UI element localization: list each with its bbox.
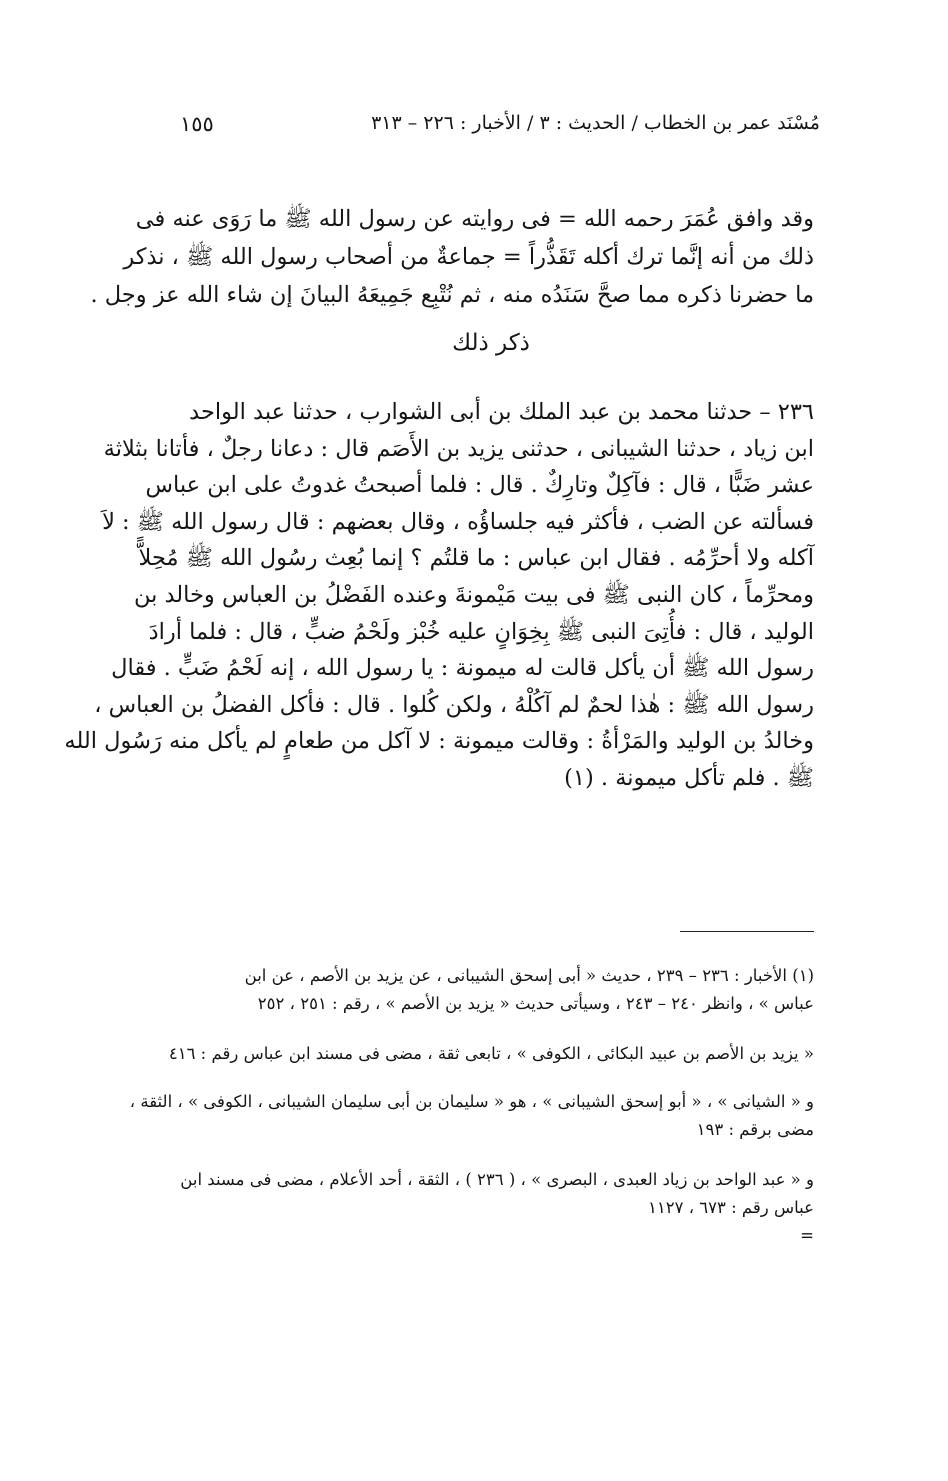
hadith-line: وخالدُ بن الوليد والمَرْأةُ : وقالت ميمونة : لا آكل من طعامٍ لم يأكل منه رَسُول الله — [64, 728, 814, 755]
hadith-line: عشر ضَبًّا ، قال : فآكِلٌ وتارِكٌ . قال : فلما أصبحتُ غدوتُ على ابن عباس — [145, 472, 814, 499]
footnote — [168, 1166, 814, 1250]
intro-line: وقد وافق عُمَرَ رحمه الله = فى روايته عن رسول الله ﷺ ما رَوَى عنه فى — [135, 206, 814, 232]
hadith-line: الوليد ، قال : فأُتِىَ النبى ﷺ بِخِوَانٍ عليه خُبْز ولَحْمُ ضبٍّ ، قال : فلما أرادَ — [148, 618, 814, 645]
footnote-line: و « الشيانى » ، « أبو إسحق الشيبانى » ، هو « سليمان بن أبى سليمان الشيبانى ، الكوفى » ، الثقة ، — [129, 1092, 814, 1111]
running-header — [180, 112, 820, 146]
hadith-line: رسول الله ﷺ أن يأكل قالت له ميمونة : يا رسول الله ، إنه لَحْمُ ضَبٍّ . فقال — [111, 655, 814, 682]
continuation-mark: = — [800, 1226, 814, 1245]
hadith-line: رسول الله ﷺ : هٰذا لحمٌ لم آكُلْهُ ، ولكن كُلوا . قال : فأكل الفضلُ بن العباس ، — [94, 691, 814, 718]
footnote-line: عباس » ، وانظر ٢٤٠ – ٢٤٣ ، وسيأتى حديث « يزيد بن الأصم » ، رقم : ٢٥١ ، ٢٥٢ — [257, 994, 814, 1013]
running-title: مُسْنَد عمر بن الخطاب / الحديث : ٣ / الأخبار : ٢٢٦ – ٣١٣ — [371, 112, 820, 134]
footnote-separator — [680, 931, 814, 932]
footnote-line: « يزيد بن الأصم بن عبيد البكائى ، الكوفى » ، تابعى ثقة ، مضى فى مسند ابن عباس رقم : ٤١٦ — [168, 1044, 814, 1063]
footnote — [168, 1040, 814, 1068]
hadith-paragraph — [64, 394, 814, 797]
footnote-line: و « عبد الواحد بن زياد العبدى ، البصرى » ، ( ٢٣٦ ) ، الثقة ، أحد الأعلام ، مضى فى مسند ابن — [180, 1170, 814, 1189]
intro-paragraph — [90, 200, 814, 314]
hadith-line: آكله ولا أحرِّمُه . فقال ابن عباس : ما قلتُم ؟ إنما بُعِث رسُول الله ﷺ مُحِلاًّ — [138, 545, 814, 572]
page-number: ١٥٥ — [180, 112, 214, 136]
section-title: ذكر ذلك — [452, 330, 530, 356]
intro-line: ما حضرنا ذكره مما صحَّ سَنَدُه منه ، ثم نُتْبِع جَمِيعَهُ البيانَ إن شاء الله عز وجل . — [90, 282, 814, 308]
hadith-line: ٢٣٦ – حدثنا محمد بن عبد الملك بن أبى الشوارب ، حدثنا عبد الواحد — [189, 399, 814, 425]
footnote — [168, 962, 814, 1018]
footnote-line: (١) الأخبار : ٢٣٦ – ٢٣٩ ، حديث « أبى إسحق الشيبانى ، عن يزيد بن الأصم ، عن ابن — [244, 966, 814, 985]
footnote — [129, 1088, 814, 1144]
hadith-line: ابن زياد ، حدثنا الشيبانى ، حدثنى يزيد بن الأَصَم قال : دعانا رجلٌ ، فأتانا بثلاثة — [103, 435, 814, 462]
intro-line: ذلك من أنه إنَّما ترك أكله تَقَذُّراً = جماعةٌ من أصحاب رسول الله ﷺ ، نذكر — [123, 244, 814, 270]
footnotes — [129, 962, 814, 1272]
hadith-line: ﷺ . فلم تأكل ميمونة . (١) — [564, 764, 814, 791]
hadith-line: فسألته عن الضب ، فأكثر فيه جلساؤُه ، وقال بعضهم : قال رسول الله ﷺ : لاَ — [102, 508, 814, 535]
hadith-line: ومحرِّماً ، كان النبى ﷺ فى بيت مَيْمونةَ وعنده الفَضْلُ بن العباس وخالد بن — [133, 581, 814, 608]
footnote-line: مضى برقم : ١٩٣ — [696, 1120, 814, 1139]
footnote-line: عباس رقم : ٦٧٣ ، ١١٢٧ — [648, 1198, 814, 1217]
